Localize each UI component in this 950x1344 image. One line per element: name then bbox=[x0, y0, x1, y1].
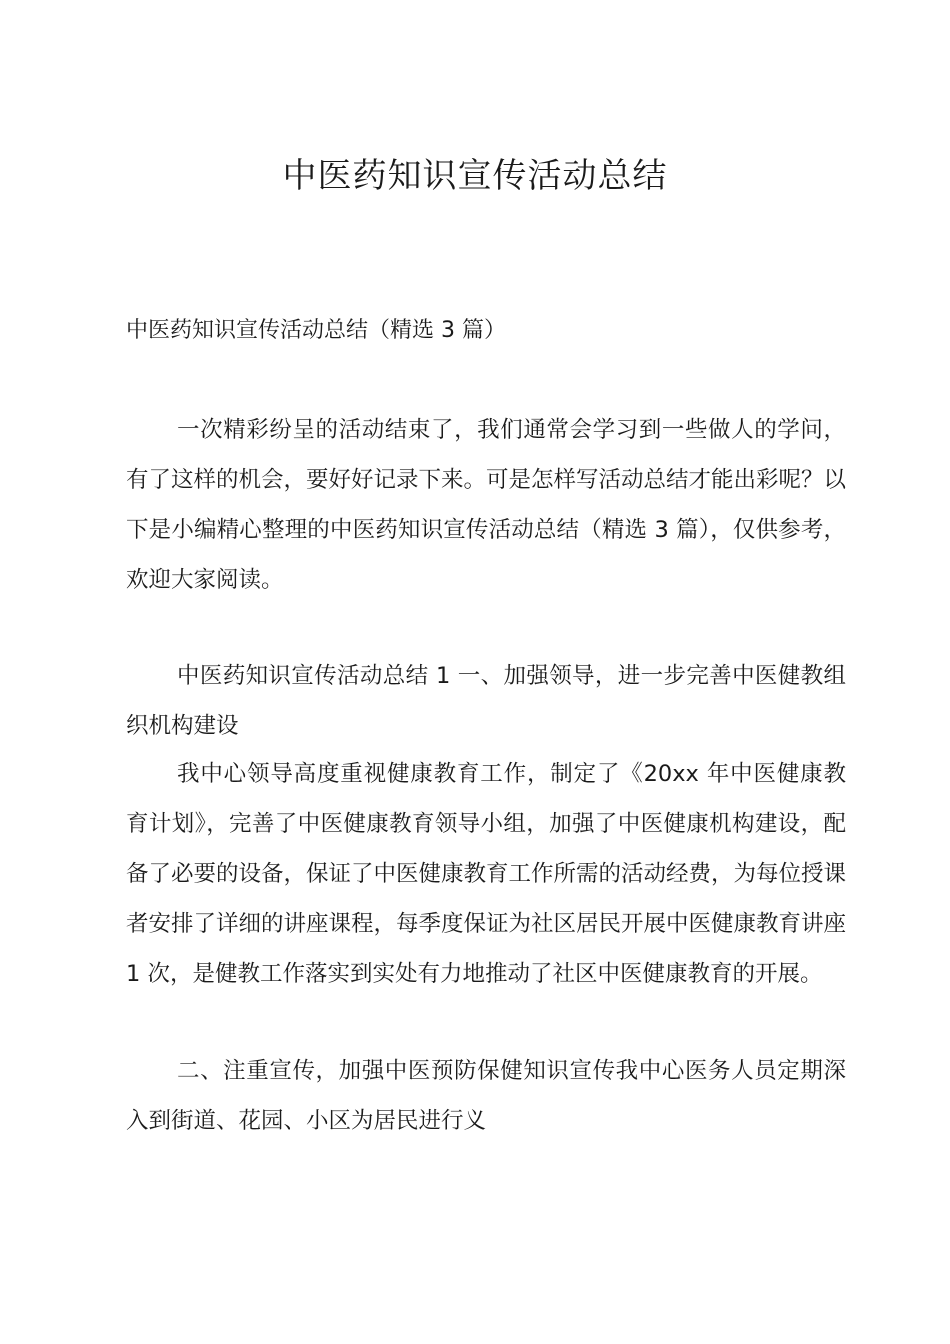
document-subtitle: 中医药知识宣传活动总结（精选 3 篇） bbox=[126, 318, 506, 343]
document-title: 中医药知识宣传活动总结 bbox=[282, 156, 668, 196]
section-2-paragraph: 二、注重宣传，加强中医预防保健知识宣传我中心医务人员定期深入到街道、花园、小区为居民进行义 bbox=[126, 1058, 846, 1134]
intro-paragraph: 一次精彩纷呈的活动结束了，我们通常会学习到一些做人的学问，有了这样的机会，要好好记录下来。可是怎样写活动总结才能出彩呢？以下是小编精心整理的中医药知识宣传活动总结（精选 3 篇），仅供参考，欢迎大家阅读。 bbox=[126, 417, 847, 593]
section-1-heading-paragraph: 中医药知识宣传活动总结 1 一、加强领导，进一步完善中医健教组织机构建设 bbox=[126, 663, 846, 739]
section-1-body-paragraph: 我中心领导高度重视健康教育工作，制定了《20xx 年中医健康教育计划》，完善了中医健康教育领导小组，加强了中医健康机构建设，配备了必要的设备，保证了中医健康教育工作所需的活动经费，为每位授课者安排了详细的讲座课程，每季度保证为社区居民开展中医健康教育讲座 1 次，是健教工作落实到实处有力地推动了社区中医健康教育的开展。 bbox=[126, 761, 847, 987]
